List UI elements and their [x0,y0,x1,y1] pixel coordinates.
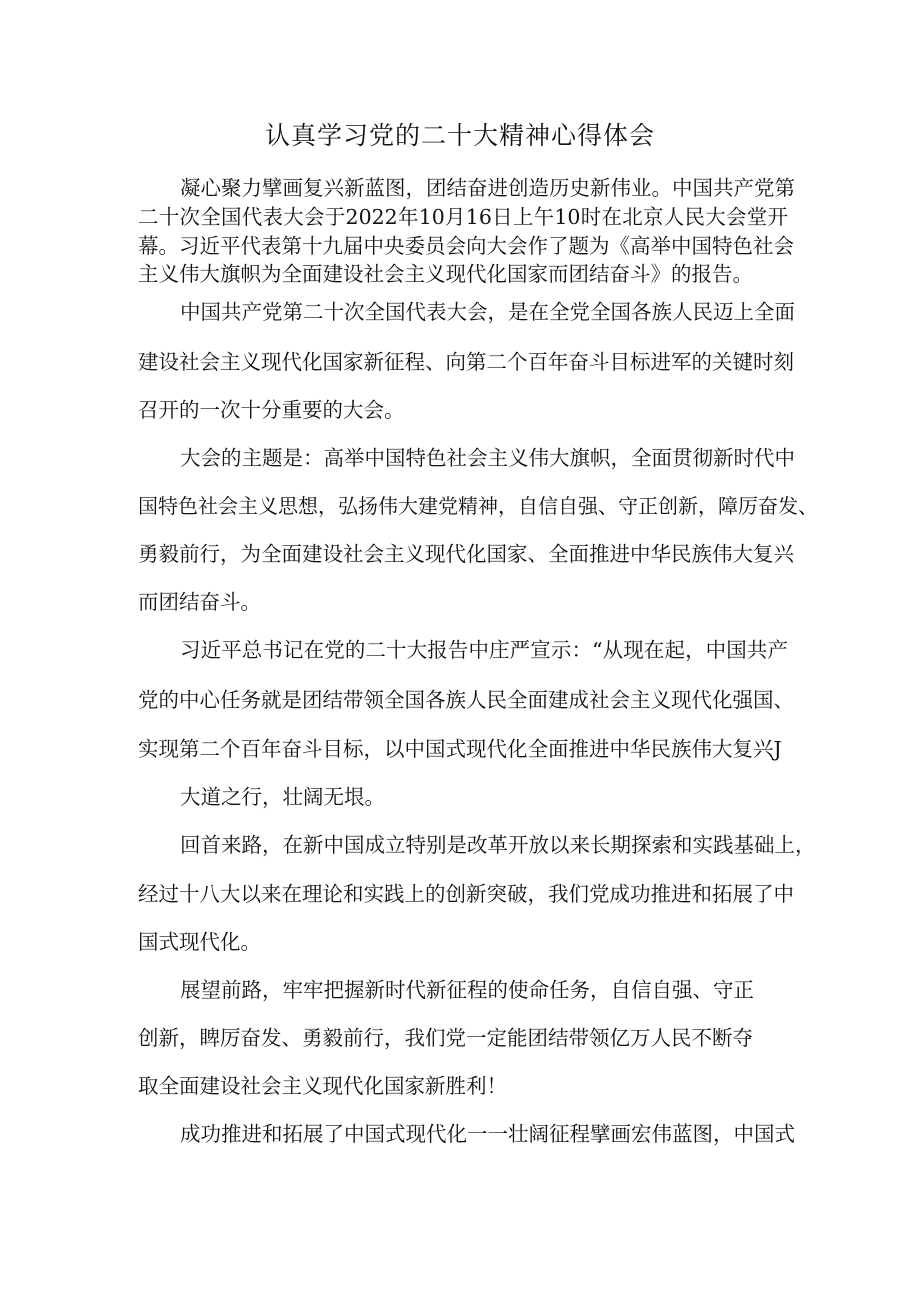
paragraph-line: 国式现代化。 [138,930,261,954]
document-title: 认真学习党的二十大精神心得体会 [264,121,655,150]
paragraph-line: 实现第二个百年奋斗目标，以中国式现代化全面推进中华民族伟大复兴J [138,737,782,761]
paragraph-line: 大会的主题是：高举中国特色社会主义伟大旗帜，全面贯彻新时代中 [180,446,795,470]
paragraph-line: 创新，睥厉奋发、勇毅前行，我们党一定能团结带领亿万人民不断夺 [138,1026,753,1050]
paragraph-line: 建设社会主义现代化国家新征程、向第二个百年奋斗目标进军的关键时刻 [138,350,794,374]
paragraph-line: 成功推进和拓展了中国式现代化一一壮阔征程擘画宏伟蓝图，中国式 [180,1122,795,1146]
paragraph-line: 凝心聚力擘画复兴新蓝图，团结奋进创造历史新伟业。中国共产党第 [180,176,795,200]
paragraph-line: 中国共产党第二十次全国代表大会，是在全党全国各族人民迈上全面 [180,300,795,324]
paragraph-line: 习近平总书记在党的二十大报告中庄严宣示：“从现在起，中国共产 [180,638,788,662]
paragraph-line: 取全面建设社会主义现代化国家新胜利！ [138,1074,507,1098]
paragraph-line: 回首来路，在新中国成立特别是改革开放以来长期探索和实践基础上， [180,833,816,857]
paragraph-line: 勇毅前行，为全面建设社会主义现代化国家、全面推进中华民族伟大复兴 [138,542,794,566]
paragraph-line: 主义伟大旗帜为全面建设社会主义现代化国家而团结奋斗》的报告。 [138,262,753,286]
paragraph-line: 国特色社会主义思想，弘扬伟大建党精神，自信自强、守正创新，障厉奋发、 [138,494,818,518]
paragraph-line: 经过十八大以来在理论和实践上的创新突破，我们党成功推进和拓展了中 [138,882,794,906]
paragraph-line: 召开的一次十分重要的大会。 [138,398,405,422]
paragraph-line: 党的中心任务就是团结带领全国各族人民全面建成社会主义现代化强国、 [138,688,794,712]
paragraph-line: 二十次全国代表大会于2022年10月16日上午10时在北京人民大会堂开 [138,205,788,229]
paragraph-line: 幕。习近平代表第十九届中央委员会向大会作了题为《高举中国特色社会 [138,234,794,258]
paragraph-line: 大道之行，壮阔无垠。 [180,785,385,809]
paragraph-line: 展望前路，牢牢把握新时代新征程的使命任务，自信自强、守正 [180,978,754,1002]
paragraph-line: 而团结奋斗。 [138,590,261,614]
